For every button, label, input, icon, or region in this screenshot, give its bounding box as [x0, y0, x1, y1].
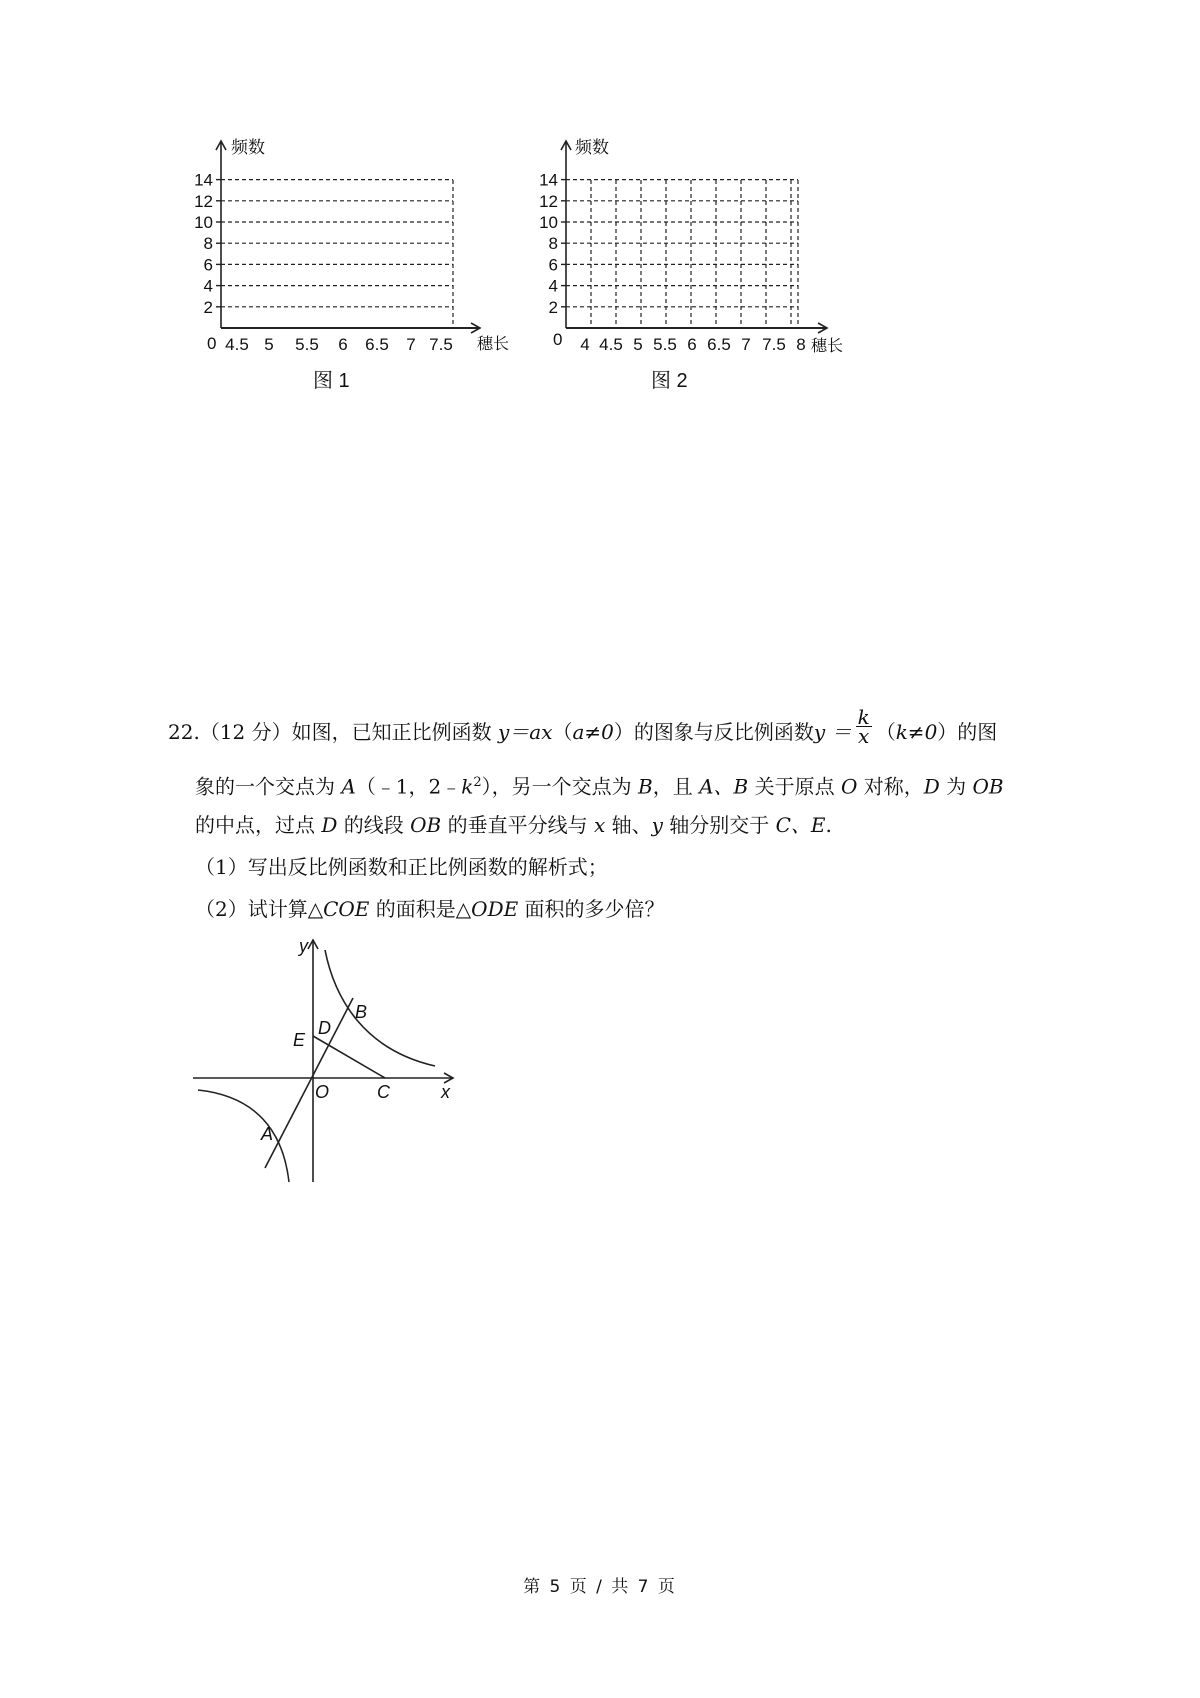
label-C: C [377, 1082, 390, 1102]
histogram-grid-figure-2 [539, 135, 865, 395]
x-tick-label: 5 [633, 335, 643, 354]
hyperbola-branch-third-quadrant [198, 1090, 289, 1182]
x-tick-label: 4.5 [225, 335, 249, 354]
x-tick-label: 7.5 [762, 335, 786, 354]
text-span: 如图，已知正比例函数 [291, 720, 498, 744]
y-tick-label: 12 [194, 191, 213, 211]
math-span: y＝ax [497, 720, 553, 744]
fig2-y-axis-title: 频数 [575, 138, 609, 157]
y-tick-label: 6 [548, 255, 558, 275]
question-score: （12 分） [199, 720, 292, 744]
text-span: 的线段 [337, 813, 411, 837]
question-number: 22. [168, 720, 200, 744]
fig1-y-axis-title: 频数 [231, 138, 265, 157]
math-span: D [923, 774, 940, 799]
text-span: 的垂直平分线与 [441, 813, 594, 837]
page-footer: 第 5 页 / 共 7 页 [523, 1577, 677, 1597]
x-tick-label: 5 [264, 335, 274, 354]
text-span: （ [552, 720, 573, 744]
perpendicular-bisector-EC [313, 1036, 385, 1078]
label-B: B [355, 1002, 368, 1022]
math-span: D [321, 813, 338, 837]
math-span: OB [410, 813, 442, 837]
math-span: COE [323, 897, 370, 921]
y-tick-label: 10 [194, 213, 213, 232]
text-span: 轴分别交于 [662, 813, 776, 837]
text-span: 对称， [857, 774, 924, 799]
question-line-1 [168, 705, 998, 748]
label-E: E [293, 1030, 306, 1050]
proportional-line [265, 998, 353, 1168]
text-span: 面积的多少倍？ [518, 897, 665, 921]
function-graph-diagram [185, 930, 475, 1192]
math-span: O [840, 774, 858, 799]
y-tick-label: 10 [539, 213, 558, 232]
x-tick-label: 6.5 [365, 335, 389, 354]
label-x: x [441, 1082, 450, 1102]
text-span: 为 [939, 774, 973, 799]
x-tick-label: 7 [406, 335, 416, 354]
y-tick-label: 14 [194, 170, 213, 190]
x-tick-label: 4.5 [599, 335, 623, 354]
x-tick-label: 5.5 [653, 335, 677, 354]
text-span: ），另一个交点为 [481, 774, 639, 799]
y-tick-label: 2 [548, 297, 558, 317]
fig2-x-axis-title: 穗长 [811, 338, 844, 355]
math-span: k≠0 [895, 720, 938, 744]
text-span: 的面积是△ [369, 897, 472, 921]
x-tick-label: 6 [338, 335, 348, 354]
x-tick-label: 6.5 [707, 335, 731, 354]
x-tick-label: 7 [741, 335, 751, 354]
question-line-3 [195, 811, 832, 839]
text-span: 轴、 [605, 813, 652, 837]
fraction-k-over-x [856, 705, 872, 748]
hyperbola-branch-first-quadrant [325, 950, 435, 1066]
x-tick-label: 4 [580, 335, 590, 354]
fig1-caption: 图 1 [313, 370, 350, 392]
label-D: D [318, 1018, 331, 1038]
x-tick-label: 6 [687, 335, 697, 354]
label-A: A [261, 1124, 274, 1144]
text-span: （2）试计算△ [195, 897, 324, 921]
text-span: （﹣1，2﹣ [355, 774, 462, 799]
y-tick-label: 4 [203, 276, 213, 296]
text-span: ，且 [652, 774, 700, 799]
text-span: . [825, 813, 832, 837]
math-span: OB [972, 774, 1004, 799]
y-tick-label: 4 [548, 276, 558, 296]
x-tick-label: 7.5 [429, 335, 453, 354]
text-span: ）的图象与反比例函数 [613, 720, 814, 744]
x-tick-label: 5.5 [295, 335, 319, 354]
y-tick-label: 8 [203, 234, 213, 254]
fraction-denominator: x [857, 724, 870, 748]
text-span: 象的一个交点为 [195, 774, 342, 799]
y-tick-label: 14 [539, 170, 558, 190]
x-tick-label: 8 [796, 335, 806, 354]
math-span: y [651, 813, 663, 837]
y-tick-label: 12 [539, 191, 558, 211]
y-tick-label: 8 [548, 234, 558, 254]
math-span: k [461, 774, 474, 799]
math-span: B [638, 774, 653, 799]
question-part-1: （1）写出反比例函数和正比例函数的解析式； [195, 855, 608, 879]
math-span: y ＝ [813, 720, 852, 744]
text-span: ）的图 [937, 720, 998, 744]
text-span: （ [875, 720, 896, 744]
math-span: A [341, 774, 356, 799]
fig1-origin: 0 [207, 334, 217, 353]
question-part-2 [195, 895, 665, 923]
fig2-origin: 0 [553, 330, 563, 349]
fig1-x-axis-title: 穗长 [477, 336, 510, 353]
math-span: C、E [775, 813, 826, 837]
superscript: 2 [473, 775, 482, 790]
text-span: 关于原点 [748, 774, 841, 799]
fig2-caption: 图 2 [651, 370, 688, 392]
histogram-grid-figure-1 [195, 135, 525, 395]
text-span: 的中点，过点 [195, 813, 322, 837]
label-y: y [299, 936, 308, 956]
fraction-numerator: k [857, 705, 870, 729]
math-span: a≠0 [572, 720, 614, 744]
question-line-2 [195, 769, 1004, 801]
label-O: O [315, 1082, 330, 1102]
math-span: ODE [471, 897, 519, 921]
y-tick-label: 6 [203, 255, 213, 275]
math-span: A、B [699, 774, 749, 799]
math-span: x [593, 813, 606, 837]
y-tick-label: 2 [203, 297, 213, 317]
